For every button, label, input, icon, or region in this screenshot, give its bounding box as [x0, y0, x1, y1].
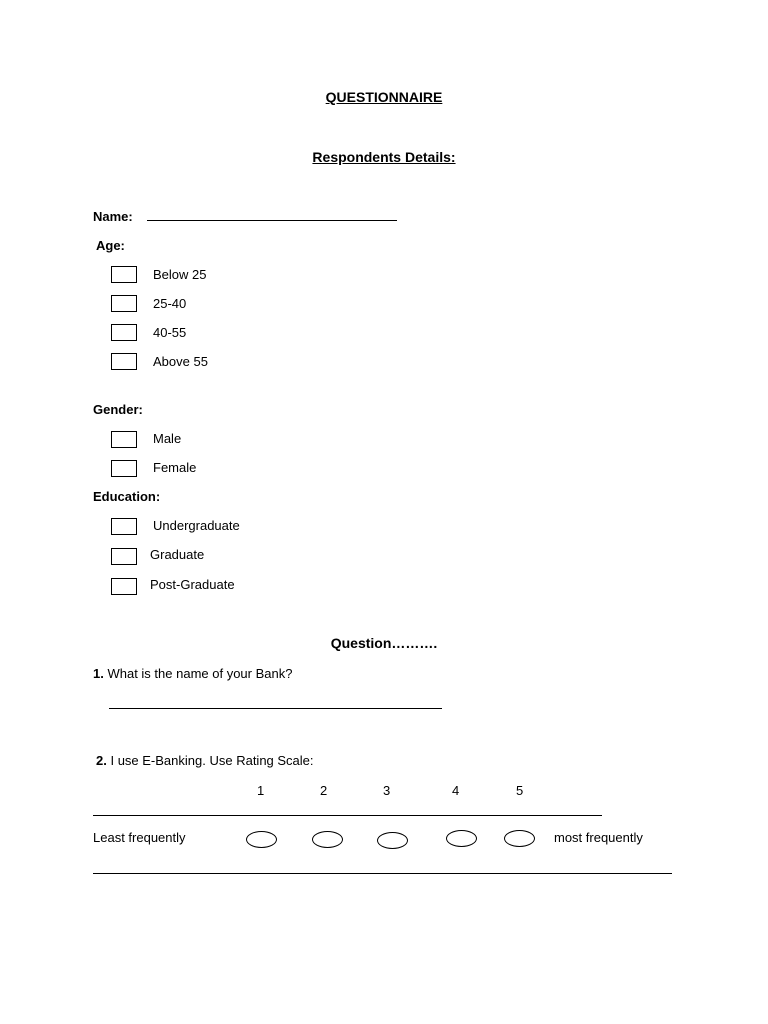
name-label: Name: [93, 209, 133, 224]
question-1 [93, 666, 292, 681]
name-field[interactable] [147, 220, 397, 221]
education-label: Education: [93, 489, 161, 504]
scale-number: 3 [383, 783, 391, 798]
age-above-55-checkbox[interactable] [111, 353, 137, 370]
education-option-label: Undergraduate [153, 518, 240, 533]
gender-option-label: Female [153, 460, 197, 475]
question-heading: Question………. [330, 635, 438, 651]
question-text: I use E-Banking. Use Rating Scale: [110, 753, 314, 768]
section-title: Respondents Details: [312, 149, 456, 165]
gender-label: Gender: [93, 402, 143, 417]
question-number: 2. [96, 753, 107, 768]
education-option-label: Graduate [150, 547, 205, 562]
scale-number: 2 [320, 783, 328, 798]
divider-line [93, 815, 602, 816]
education-option-label: Post-Graduate [150, 577, 235, 592]
age-label: Age: [96, 238, 125, 253]
age-below-25-checkbox[interactable] [111, 266, 137, 283]
rating-option-4-radio[interactable] [446, 830, 477, 847]
age-option-label: 40-55 [153, 325, 187, 340]
age-option-label: Below 25 [153, 267, 207, 282]
scale-left-label: Least frequently [93, 830, 186, 845]
education-post-graduate-checkbox[interactable] [111, 578, 137, 595]
bank-name-field[interactable] [109, 708, 442, 709]
scale-number: 5 [516, 783, 524, 798]
education-graduate-checkbox[interactable] [111, 548, 137, 565]
rating-option-1-radio[interactable] [246, 831, 277, 848]
scale-right-label: most frequently [554, 830, 643, 845]
gender-option-label: Male [153, 431, 182, 446]
question-2 [96, 753, 314, 768]
gender-male-checkbox[interactable] [111, 431, 137, 448]
education-undergraduate-checkbox[interactable] [111, 518, 137, 535]
question-text: What is the name of your Bank? [107, 666, 293, 681]
scale-number: 1 [257, 783, 265, 798]
rating-option-5-radio[interactable] [504, 830, 535, 847]
age-40-55-checkbox[interactable] [111, 324, 137, 341]
page-title: QUESTIONNAIRE [325, 89, 443, 105]
rating-option-2-radio[interactable] [312, 831, 343, 848]
gender-female-checkbox[interactable] [111, 460, 137, 477]
question-number: 1. [93, 666, 104, 681]
age-25-40-checkbox[interactable] [111, 295, 137, 312]
divider-line [93, 873, 672, 874]
scale-number: 4 [452, 783, 460, 798]
age-option-label: Above 55 [153, 354, 208, 369]
age-option-label: 25-40 [153, 296, 187, 311]
rating-option-3-radio[interactable] [377, 832, 408, 849]
